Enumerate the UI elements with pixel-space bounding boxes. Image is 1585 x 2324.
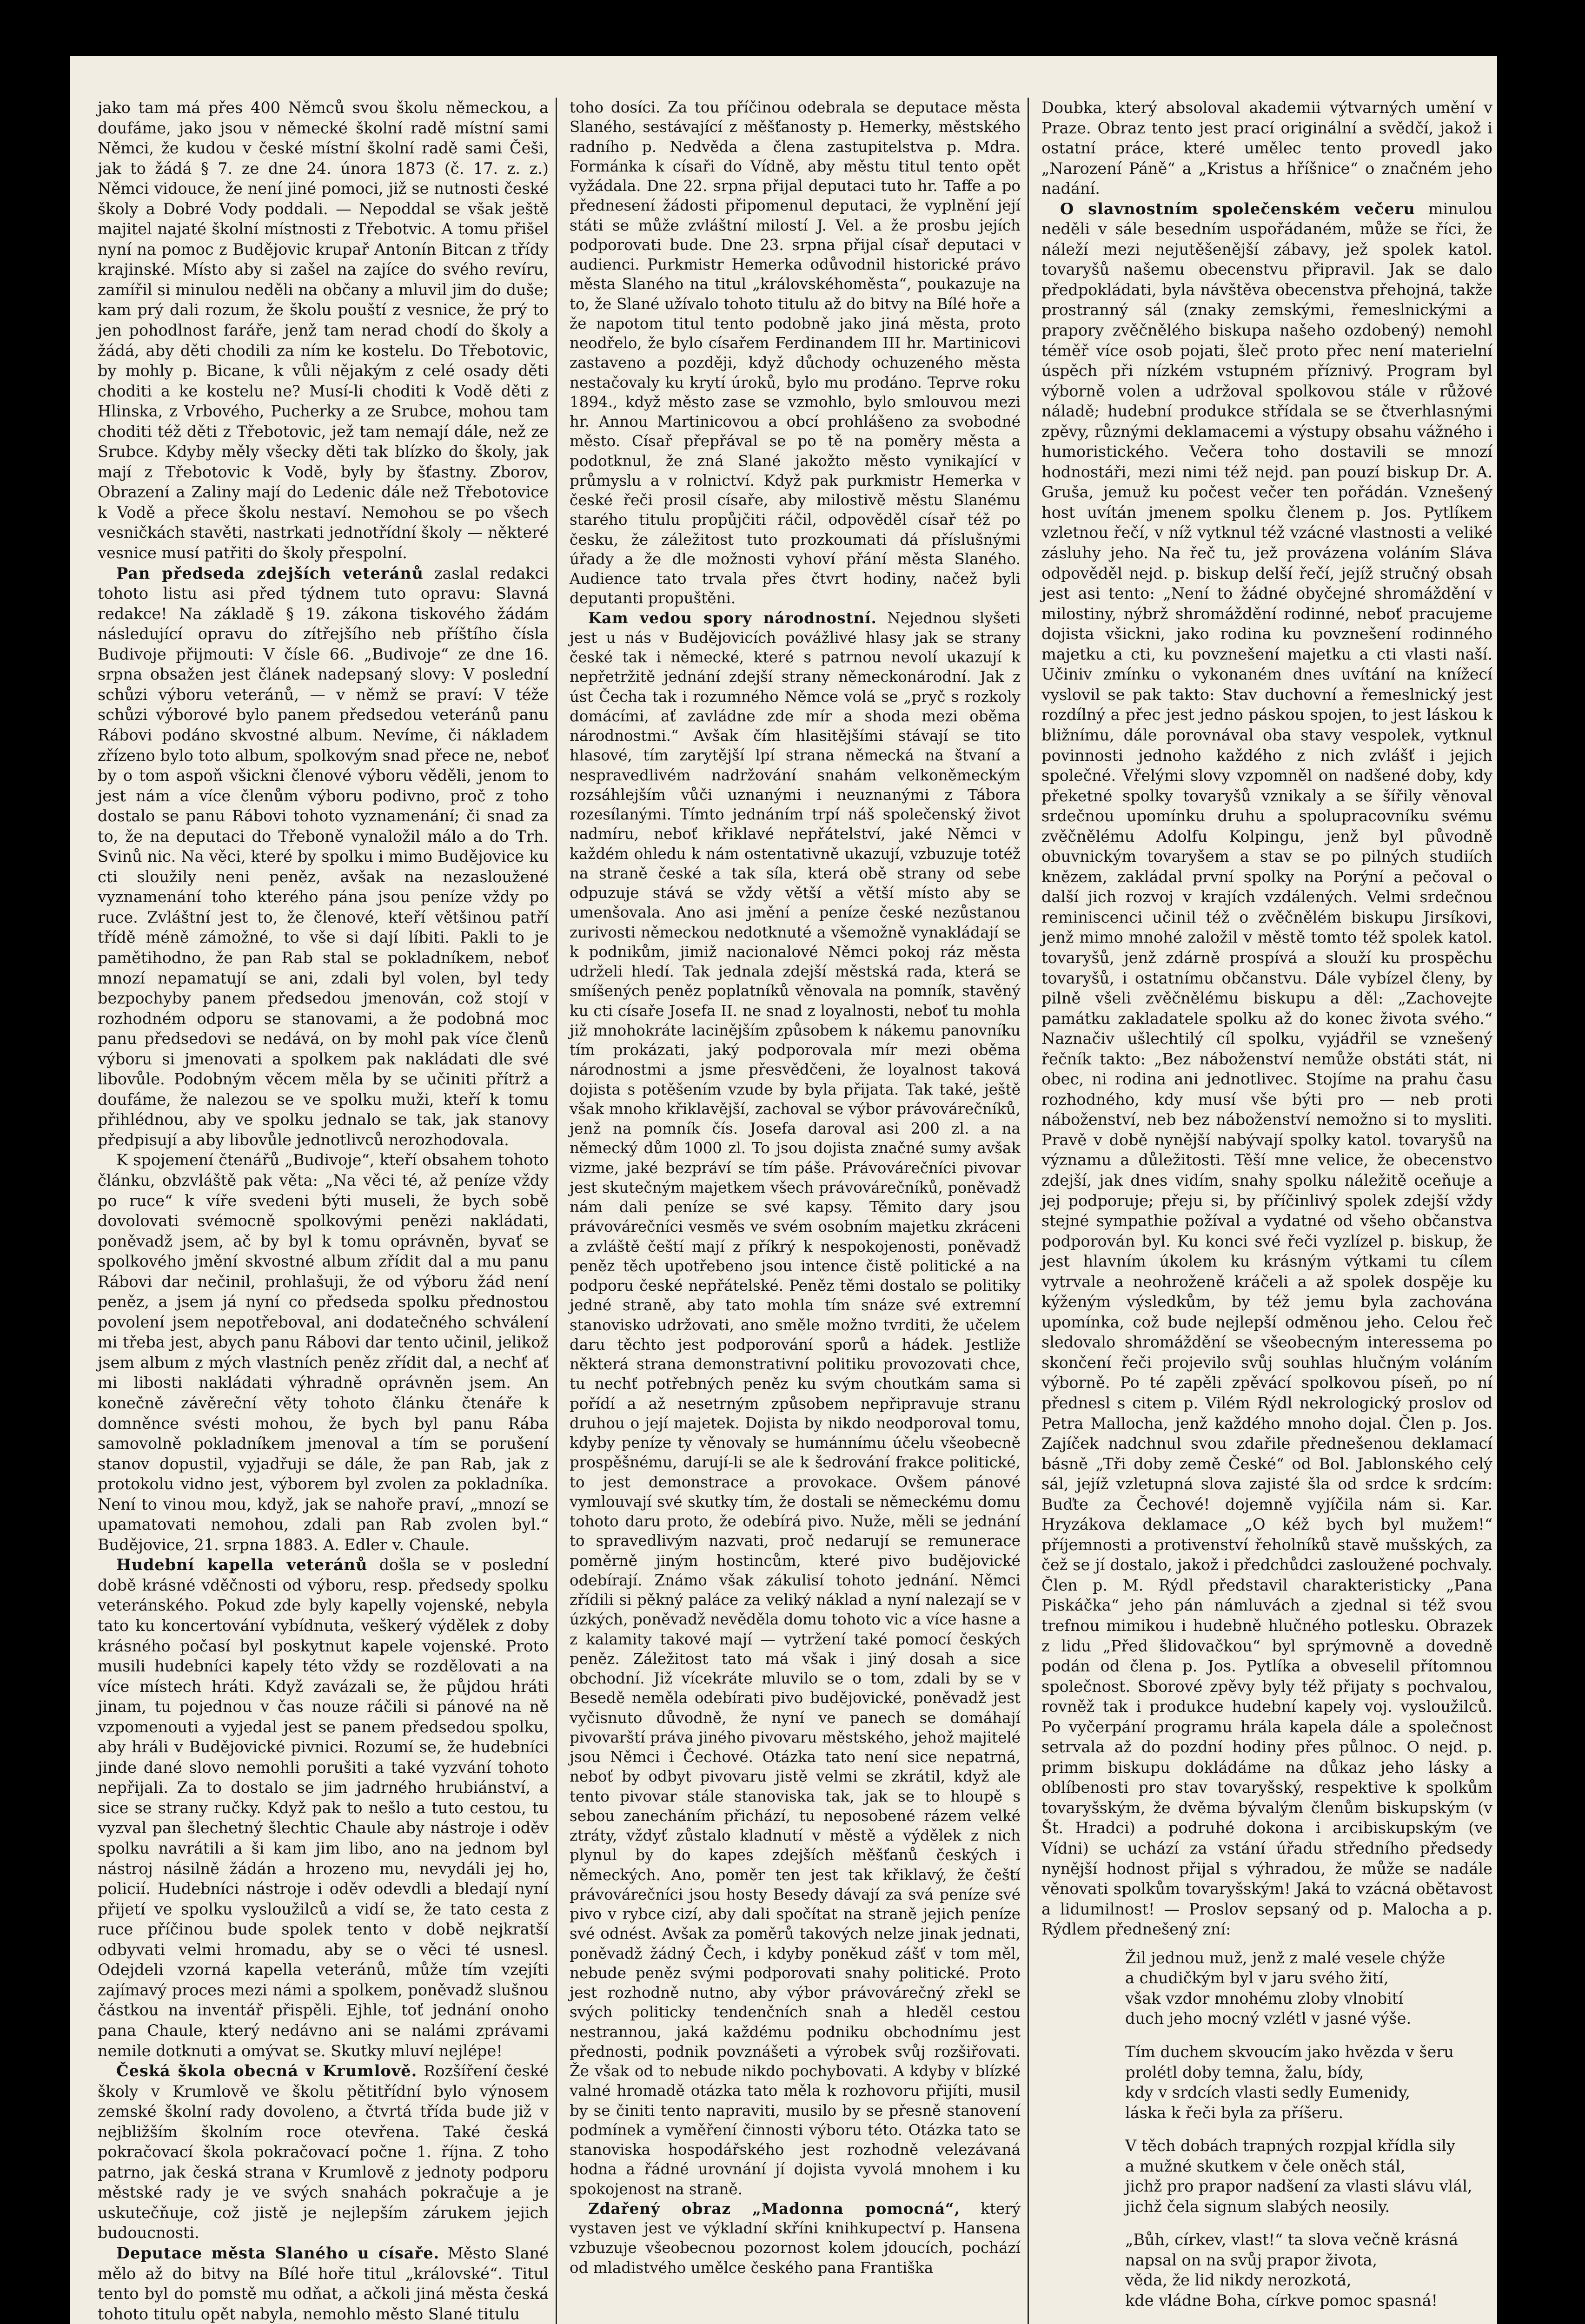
article-paragraph: O slavnostním společenském večeru minulou neděli v sále besedním uspořádaném, může se říci, že náleží mezi nejutěšenější zábavy, jež spolek katol. tovaryšů našemu obecenstvu připravil. Jak se dalo předpokládati, byla návštěva obecenstva přehojná, takže prostranný sál (znaky zemskými, řemeslnickými a prapory zvěčnělého biskupa našeho ozdobený) nemohl téměř více osob pojati, šleč proto přec není materielní úspěch při nízkém vstupném příznivý. Program byl výborně volen a udržoval spolkovou stále v růžové náladě; hudební produkce střídala se se čtverhlasnými zpěvy, různými deklamacemi a výstupy obsahu vážného i humoristického. Večera toho dostavili se mnozí hodnostáři, mezi nimi též nejd. pan pouzí biskup Dr. A. Gruša, jemuž ku počest večer ten pořádán. Vznešený host uvítán jmenem spolku členem p. Jos. Pytlíkem vzletnou řečí, v níž vytknul též vzácné vlastnosti a veliké zásluhy jeho. Na řeč tu, jež provázena voláním Sláva odpověděl nejd. p. biskup delší řečí, jejíž stručný obsah jest asi tento: „Není to žádné obyčejné shromáždění v milostiny, nýbrž shromáždění rodinné, neboť pracujeme dojista všickni, jako rodina ku povznešení rodinného majetku a cti, ku povznešení majetku a cti vlasti naší. Učiniv zmínku o vykonaném dnes uvítání na knížecí vyslovil se pak takto: Stav duchovní a řemeslnický jest rozdílný a přec jest jedno páskou spojen, to jest láskou k bližnímu, dále porovnával oba stavy vespolek, vytknul povinnosti jednoho každého z nich zvlášť i jejich společné. Vřelými slovy vzpomněl on nadšené doby, kdy překetné spolky tovaryšů vznikaly a se šířily věnoval srdečnou upomínku druhu a spolupracovníku svému zvěčnělému Adolfu Kolpingu, jenž byl původně obuvnickým tovaryšem a stav se po pilných studiích knězem, zakládal první spolky na Porýní a pečoval o další jich rozvoj v krajích vzdálených. Velmi srdečnou reminiscenci učinil též o zvěčnělém biskupu Jirsíkovi, jenž mimo mnohé založil v městě tomto též spolek katol. tovaryšů, jenž zdárně prospívá a slouží ku prospěchu tovaryšů, i ostatnímu občanstvu. Dále vybízel členy, by pilně všeli zvěčnělému biskupu a děl: „Zachovejte památku zakladatele spolku až do konec života svého.“ Naznačiv ušlechtilý cíl spolku, vyjádřil se vznešený řečník takto: „Bez náboženství nemůže obstáti stát, ni obec, ni rodina ani jednotlivec. Stojíme na prahu času rozhodného, kdy musí vše býti pro — neb proti náboženství, neb bez náboženství nemožno si to mysliti. Pravě v době nynější nabývají spolky katol. tovaryšů na významu a důležitosti. Těší mne velice, že obecenstvo zdejší, jak dnes vidím, snahy spolku náležitě oceňuje a jej podporuje; přeju si, by příčinlivý spolek zdejší vždy stejné sympathie požíval a vydatné od všeho občanstva podporován byl. Ku konci své řeči vyzlízel p. biskup, že jest hlavním úkolem ku krásným výtkami tu cílem vytrvale a neohroženě kráčeli a až spolek dospěje ku kýženým výsledkům, by též jemu byla zachována upomínka, což bude nejlepší odměnou jeho. Celou řeč sledovalo shromáždění se všeobecným interessema po skončení řeči projevilo svůj souhlas hlučným voláním výborně. Po té zapěli zpěvácí spolkovou píseň, po ní přednesl s citem p. Vilém Rýdl nekrologický proslov od Petra Mallocha, jenž každého mnoho dojal. Člen p. Jos. Zajíček nadchnul svou zdařile přednešenou deklamací básně „Tři doby země České“ od Bol. Jablonského celý sál, jejíž vzletupná slova zajisté šla od srdce k srdcím: Buďte za Čechové! dojemně vyjíčila nám si. Kar. Hryzákova deklamace „O kéž bych byl mužem!“ příjemnosti a protivenství řeholníků stavě mušských, za čež se jí dostalo, jakož i předchůdci zasloužené pochvaly. Člen p. M. Rýdl představil charakteristicky „Pana Piskáčka“ jeho pán námluvách a zjednal si též svou trefnou mimikou i hudebně hlučného potlesku. Obrazek z lidu „Před šlidovačkou“ byl sprýmovně a dovedně podán od člena p. Jos. Pytlíka a obveselil přítomnou společnost. Sborové zpěvy byly též přijaty s pochvalou, rovněž tak i produkce hudební kapely voj. vysloužilců. Po vyčerpání programu hrála kapela dále a společnost setrvala až do pozdní hodiny přes půlnoc. O nejd. p. primm biskupu dokládáme na důkaz jeho lásky a oblíbenosti pro stav tovaryšský, respektive k spolkům tovaryšským, že dvěma bývalým členům biskupským (v Št. Hradci) a podruhé dokona i arcibiskupským (ve Vídni) se uchází za vstání úřadu středního předsedy nynější hodnost přijal s výhradou, že může se nadále věnovati spolkům tovaryšským! Jaká to vzácná obětavost a lidumilnost! — Proslov sepsaný od p. Malocha a p. Rýdlem přednešený zní: [1041,199,1492,1939]
poem-stanza [1125,2136,1492,2217]
article-paragraph: Pan předseda zdejších veteránů zaslal redakci tohoto listu asi před týdnem tuto opravu: Slavná redakce! Na základě § 19. zákona tiskového žádám následující opravu do zítřejšího neb příštího čísla Budivoje přijmouti: V čísle 66. „Budivoje“ ze dne 16. srpna obsažen jest článek nadepsaný slovy: V poslední schůzi výboru veteránů, — v němž se praví: V téže schůzi výborové bylo panem předsedou veteránů panu Rábovi podáno skvostné album. Nevíme, či nákladem zřízeno bylo toto album, spolkovým snad přece ne, neboť by o tom aspoň všickni členové výboru věděli, jenom to jest nám a více členům výboru podivno, proč z toho dostalo se panu Rábovi tohoto vyznamenání; či snad za to, že na deputaci do Třeboně vynaložil málo a do Trh. Svinů nic. Na věci, které by spolku i mimo Budějovice ku cti sloužily neni peněz, avšak na nezasloužené vyznamenání toho kterého pána jsou peníze vždy po ruce. Zvláštní jest to, že členové, kteří většinou patří třídě méně zámožné, to vše si dají líbiti. Pakli to je pamětihodno, že pan Rab stal se pokladníkem, neboť mnozí nepamatují se ani, zdali byl volen, byl tedy bezpochyby panem předsedou jmenován, což stojí v rozhodném odporu se stanovami, a že podobná moc panu předsedovi se nedává, on by mohl pak více členů výboru si jmenovati a spolkem pak nakládati dle své libovůle. Podobným věcem měla by se učiniti přítrž a doufáme, že nalezou se ve spolku muži, kteří k tomu přihlédnou, aby ve spolku jednalo se tak, jak stanovy předpisují a aby libovůle jednotlivců nerozhodovala. [98,564,549,1149]
poem-line: Žil jednou muž, jenž z malé vesele chýže [1125,1948,1446,1967]
poem-line: napsal on na svůj prapor života, [1125,2251,1378,2269]
article-paragraph: Česká škola obecná v Krumlově. Rozšíření české školy v Krumlově ve školu pětitřídní bylo výnosem zemské školní rady dovoleno, a čtvrtá třída bude již v nejbližším školním roce otevřena. Také česká pokračovací škola pokračovací počne 1. října. Z toho patrno, jak česká strana v Krumlově z jednoty podporu městské rady je ve svých snahách pokračuje a je uskutečňuje, což jistě je nejlepším zárukem jejich budoucnosti. [98,2062,549,2242]
article-paragraph: Zdařený obraz „Madonna pomocná“, který vystaven jest ve výkladní skříni knihkupectví p. Hansena vzbuzuje všeobecnou pozornost kolem jdoucích, pochází od mladistvého umělce českého pana Františka [570,2199,1021,2277]
article-heading: Kam vedou spory národnostní. [588,608,877,627]
poem-line: „Bůh, církev, vlast!“ ta slova večně krásná [1125,2231,1459,2249]
poem-stanza [1125,2230,1492,2311]
article-heading: Hudební kapella veteránů [116,1556,368,1574]
poem-line: a chudičkým byl v jaru svého žití, [1125,1969,1389,1987]
article-heading: Česká škola obecná v Krumlově. [116,2062,418,2080]
poem-line: Tím duchem skvoucím jako hvězda v šeru [1125,2042,1454,2061]
article-paragraph: Doubka, který absoloval akademii výtvarných umění v Praze. Obraz tento jest prací originální a svědčí, jakož i ostatní práce, které umělec tento provedl jako „Narození Páně“ a „Kristus a hříšnice“ o značném jeho nadání. [1041,99,1492,198]
column-right [1041,98,1492,2324]
article-paragraph: K spojemení čtenářů „Budivoje“, kteří obsahem tohoto článku, obzvláště pak věta: „Na věci té, až peníze vždy po ruce“ k víře svedeni býti museli, že bych sobě dovolovati svémocně spolkovými penězi nakládati, poněvadž jsem, ač by byl k tomu oprávněn, byvať se spolkového jmění skvostné album zřídit dal a mu panu Rábovi dar nečinil, prohlašuji, že od výboru žád není peněz, a jsem já nyní co předseda spolku přednostou povolení jsem nepotřeboval, ani dodatečného schválení mi třeba jest, abych panu Rábovi dar tento učinil, jelikož jsem album z mých vlastních peněz zřídit dal, a nechť ať mi libosti nakládati výhradně oprávněn jsem. An konečně závěreční věty tohoto článku čtenáře k domněnce svésti mohou, že bych byl panu Rába samovolně pokladníkem jmenoval a tím se porušení stanov dopustil, vyjadřuji se dále, že pan Rab, jak z protokolu vidno jest, výborem byl zvolen za pokladníka. Není to vinou mou, když, jak se nahoře praví, „mnozí se upamatovati nemohou, zdali pan Rab zvolen byl.“ Budějovice, 21. srpna 1883. A. Edler v. Chaule. [98,1151,549,1554]
poem-line: V těch dobách trapných rozpjal křídla sily [1125,2137,1455,2155]
poem-line: láska k řeči byla za příšeru. [1125,2103,1344,2122]
poem-line: věda, že lid nikdy nerozkotá, [1125,2271,1352,2290]
poem-line: jichž pro prapor nadšení za vlasti slávu vlál, [1125,2177,1472,2196]
poem-stanza [1125,2042,1492,2123]
article-heading: Pan předseda zdejších veteránů [116,564,424,582]
poem-line: však vzdor mnohému zloby vlnobití [1125,1989,1404,2007]
article-heading: Zdařený obraz „Madonna pomocná“, [588,2199,960,2218]
article-paragraph: jako tam má přes 400 Němců svou školu německou, a doufáme, jako jsou v německé školní radě místní sami Němci, že kudou v české místní školní radě sami Češi, jak to žádá § 7. ze dne 24. února 1873 (č. 17. z. z.) Němci vidouce, že není jiné pomoci, již se nutnosti české školy a Dobré Vody poddali. — Nepoddal se však ještě majitel najaté školní místnosti z Třebotvic. A tomu přišel nyní na pomoc z Budějovic krupař Antonín Bitcan z třídy krajinské. Místo aby si zašel na zajíce do svého revíru, zamířil si minulou neděli na občany a mluvil jim do duše; kam prý dali rozum, že školu pouští z vesnice, že prý to jen pohodlnost faráře, jenž tam nerad chodí do školy a žádá, aby děti chodili za ním ke kostelu. Do Třebotovic, by mohly p. Bicane, k vůli nějakým z celé osady děti choditi a ke kostelu ne? Musí-li choditi k Vodě děti z Hlinska, z Vrbového, Pucherky a ze Srubce, mohou tam choditi též děti z Třebotovic, jež tam nemají dále, než ze Srubce. Kdyby měly všecky děti tak blízko do školy, jak mají z Třebotovic k Vodě, byly by šťastny. Zborov, Obrazení a Zaliny mají do Ledenic dále než Třebotovice k Vodě a přece školu nestaví. Nemohou se po všech vesničkách stavěti, nastrkati jednotřídní školy — některé vesnice musí patřiti do školy přespolní. [98,99,549,562]
poem-line: duch jeho mocný vzlétl v jasné výše. [1125,2009,1412,2028]
poem-line: a mužné skutkem v čele oněch stál, [1125,2157,1406,2175]
poem-line: prolétl doby temna, žalu, bídy, [1125,2063,1364,2081]
poem-line: kdy v srdcích vlasti sedly Eumenidy, [1125,2083,1410,2102]
column-divider [1028,98,1029,2324]
article-heading: Deputace města Slaného u císaře. [116,2244,440,2262]
poem-stanza [1125,1948,1492,2029]
article-paragraph: Deputace města Slaného u císaře. Město Slané mělo až do bitvy na Bílé hoře titul „královské“. Titul tento byl do pomstě mu odňat, a ačkoli jiná města česká tohoto titulu opět nabyla, nemohlo město Slané titulu [98,2244,549,2323]
article-paragraph: Kam vedou spory národnostní. Nejednou slyšeti jest u nás v Budějovicích povážlivé hlasy jak se strany české tak i německé, které s patrnou nevolí ukazují k nepřetržitě jednání zdejší strany německonárodní. Jak z úst Čecha tak i rozumného Němce volá se „pryč s rozkoly domácími, ať zavládne zde mír a shoda mezi oběma národnostmi.“ Avšak čím hlasitějšími stávají se tito hlasové, tím zarytější lpí strana německá na štvaní a nespravedlivém nadržování snahám velkoněmeckým rozsáhlejším vůči uznanými i neuznanými z Tábora rozesílanými. Tímto jednáním trpí náš společenský život nadmíru, neboť křiklavé nepřátelství, jaké Němci v každém ohledu k nám ostentativně ukazují, vzbuzuje totéž na straně české a tak síla, která obě strany od sebe odpuzuje stává se vždy větší a větší místo aby se umenšovala. Ano asi jmění a peníze české nezůstanou zurivosti německou nedotknuté a všemožně vynakládají se k podnikům, jimiž nacionalové Němci pokoj ráz města udrželi hledí. Tak jednala zdejší městská rada, která se smíšených peněz poplatníků věnovala na pomník, stavěný ku cti císaře Josefa II. ne snad z loyalnosti, neboť tu mohla již mnohokráte lacinějším způsobem k nákemu panovníku tím prokázati, jaký podporovala mír mezi oběma národnostmi a jsme přesvědčeni, že loyalnost taková dojista s potěšením vzude by byla přijata. Tak také, ještě však mnoho křiklavější, zachoval se výbor právovárečníků, jenž na pomník čís. Josefa daroval asi 200 zl. a na německý dům 1000 zl. To jsou dojista značné sumy avšak vizme, jaké bezpráví se tím páše. Právovárečníci pivovar jest skutečným majetkem všech právovárečníků, poněvadž nám dali peníze se své kapsy. Těmito dary jsou právovárečníci vesměs ve svém osobním majetku zkráceni a zvláště čeští mají z příkrý k nespokojenosti, poněvadž peněz těch upotřebeno jsou intence čistě politické a na podporu české nepřátelské. Peněz těmi dostalo se politiky jedné straně, aby tato mohla tím snáze své extremní stanovisko udržovati, ano směle možno tvrditi, že učelem daru těchto jest podporování sporů a hádek. Jestliže některá strana demonstrativní politiku provozovati chce, tu nechť potřebných peněz ku svým choutkám sama si pořídí a až nesetrným způsobem nepřipravuje stranu druhou o její majetek. Dojista by nikdo neodporoval tomu, kdyby peníze ty věnovaly se humánnímu účelu všeobecně prospěšnému, darují-li se ale k šedrování frakce politické, to jest demonstrace a provokace. Ovšem pánové vymlouvají své skutky tím, že dostali se německému domu tohoto daru proto, že odebírá pivo. Nuže, měli se jednání to spravedlivým nazvati, proč nedarují se remunerace poměrně jiným hostincům, které pivo budějovické odebírají. Známo však zákulisí tohoto jednání. Němci zřídili si pěkný paláce za veliký náklad a nyní nalezají se v úzkých, poněvadž nevěděla domu tohoto vic a více hasne a z kalamity takové mají — vytržení také pomocí českých peněz. Záležitost tato má však i jiný dosah a sice obchodní. Již vícekráte mluvilo se o tom, zdali by se v Besedě neměla odebírati pivo budějovické, poněvadž jest vyčisnuto důvodně, že nyní ve panech se domáhají pivovarští práva jiného pivovaru městského, jehož majitelé jsou Němci i Čechové. Otázka tato není sice nepatrná, neboť by odbyt pivovaru jistě velmi se zkrátil, když ale tento pivovar stále stanoviska tak, jak se to hloupě s sebou zanecháním přichází, tu neposobené rázem velké ztráty, vždyť zůstalo kladnutí v městě a výdělek z nich plynul by do kapes zdejších měšťanů českých i německých. Ano, poměr ten jest tak křiklavý, že čeští právovárečníci jsou hosty Besedy dávají za svá peníze své pivo v rybce cizí, aby dali spočítat na straně jejich peníze své odnést. Avšak za poměrů takových nelze jinak jednati, poněvadž žádný Čech, i kdyby poněkud zášť v tom měl, nebude peněz svými podporovati snahy politické. Proto jest rozhodně nutno, aby výbor právovárečný zřekl se svých politicky tendenčních snah a hleděl cestou nestrannou, jaká každému podniku obchodnímu jest přednosti, podnik povznášeti a výrobek svůj rozšiřovati. Že však od to nebude nikdo pochybovati. A kdyby v blízké valné hromadě otázka tato měla k rozhovoru přijíti, musil by se činiti tento napraviti, musilo by se přesně stanovení podmínek a vyměření činnosti výboru této. Otázka tato se stanoviska hospodářského jest rozhodně velezávaná hodna a řádné urovnání jí dojista vyvolá mnohem i ku spokojenost na straně. [570,608,1021,2198]
poem-line: jichž čela signum slabých neosily. [1125,2197,1390,2216]
column-left [98,98,549,2324]
column-divider [556,98,557,2324]
article-paragraph: Hudební kapella veteránů došla se v poslední době krásné vděčnosti od výboru, resp. předsedy spolku veteránského. Pokud zde byly kapelly vojenské, nebyla tato ku koncertování vybídnuta, veškerý výdělek z doby krásného počasí byl poskytnut kapele vojenské. Proto musili hudebníci kapely této vždy se rozdělovati a na více místech hráti. Když zavázali se, že půjdou hráti jinam, tu pojednou v čas nouze ráčili si pánové na ně vzpomenouti a vyjedal jest se panem předsedou spolku, aby hráli v Budějovické pivnici. Rozumí se, že hudebníci jinde dané slovo nemohli porušiti a také vyzvání tohoto nepřijali. Za to dostalo se jim jadrného hrubiánství, a sice se strany ručky. Když pak to nešlo a tuto cestou, tu vyzval pan šlechetný šlechtic Chaule aby nástroje i oděv spolku navrátili a ši kam jim libo, ano na jednom byl nástroj násilně žádán a hrozeno mu, nevydáli jej ho, policií. Hudebníci nástroje i oděv odevdli a bledají nyní přijetí ve spolku vysloužilců a vidí se, že tato cesta z ruce příčinou bude spolek tento v době nejkratší odbyvati velmi hromadu, aby se o věci té usnesl. Odejdeli vzorná kapella veteránů, může tím vzejíti zajímavý proces mezi námi a spolkem, poněvadž slušnou částkou na inventář přispěli. Ejhle, toť jednání onoho pana Chaule, který nedávno ani se nalámi zprávami nemile dotknuti a omývat se. Skutky mluví nejlépe! [98,1556,549,2060]
newspaper-page [70,56,1497,2324]
article-paragraph: toho dosíci. Za tou příčinou odebrala se deputace města Slaného, sestávající z měšťanosty p. Hemerky, městského radního p. Nedvěda a člena zastupitelstva p. Mdra. Formánka k císaři do Vídně, aby městu titul tento opět vyžádala. Dne 22. srpna přijal deputaci tuto hr. Taffe a po přednesení žádosti připomenul deputaci, že vyplnění její státi se může zvláštní milostí J. Vel. a že prosbu jejích podporovati bude. Dne 23. srpna přijal císař deputaci v audienci. Purkmistr Hemerka odůvodnil historické právo města Slaného na titul „královskéhoměsta“, poukazuje na to, že Slané užívalo tohoto titulu až do bitvy na Bílé hoře a že napotom titul tento podobně jako jiná města, proto neodřelo, že bylo císařem Ferdinandem III hr. Martinicovi zastaveno a později, když důchody ochuzeného města nestačovaly ku krytí úroků, bylo mu prodáno. Teprve roku 1894., když město zase se vzmohlo, bylo smlouvou mezi hr. Annou Martinicovou a obcí prohlášeno za svobodné město. Císař přepřával se po tě na poměry města a podotknul, že zná Slané jakožto město vynikající v průmyslu a v rolnictví. Když pak purkmistr Hemerka v české řeči prosil císaře, aby milostivě městu Slanému starého titulu propůjčiti ráčil, odpověděl císař též po česku, že záležitost tuto prozkoumati dá příslušnými úřady a že dle možnosti vyhoví přání města Slaného. Audience tato trvala přes čtvrt hodiny, načež byli deputanti propuštěni. [570,99,1021,607]
article-heading: O slavnostním společenském večeru [1060,199,1415,218]
poem [1041,1948,1492,2311]
column-middle [570,98,1021,2278]
poem-line: kde vládne Boha, církve pomoc spasná! [1125,2291,1438,2310]
